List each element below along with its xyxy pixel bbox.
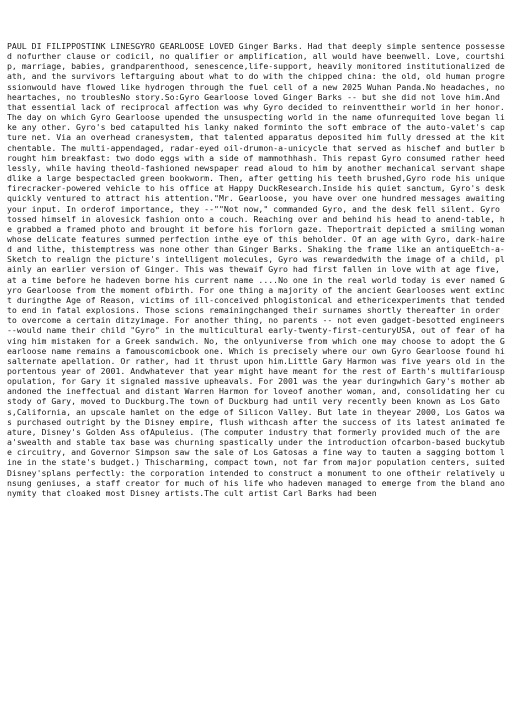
document-page (7, 41, 510, 717)
body-text: PAUL DI FILIPPOSTINK LINESGYRO GEARLOOSE LOVED Ginger Barks. Had that deeply simple sentence possessed nofurther clause or codicil, no qualifier or amplification, all would have beenwell. Love, courtship, marriage, babies, grandparenthood, senescence,life-support, heavily monitored institutionalized death, and the survivors leftarguing about what to do with the chipped china: the old, old human progressionwould have flowed like hydrogen through the fuel cell of a new 2025 Wuhan Panda.No headaches, no heartaches, no troublesNo story.So:Gyro Gearloose loved Ginger Barks -- but she did not love him.And that essential lack of reciprocal affection was why Gyro decided to reinventtheir world in her honor.The day on which Gyro Gearloose upended the unsuspecting world in the name ofunrequited love began like any other. Gyro's bed catapulted his lanky naked forminto the soft embrace of the auto-valet's capture net. Via an overhead cranesystem, that talented apparatus deposited him fully dressed at the kitchentable. The multi-appendaged, radar-eyed oil-drumon-a-unicycle that served as hischef and butler brought him breakfast: two dodo eggs with a side of mammothhash. This repast Gyro consumed rather heedlessly, while having theold-fashioned newspaper read aloud to him by another mechanical servant shapedlike a large bespectacled green bookworm. Then, after getting his teeth brushed,Gyro rode his unique firecracker-powered vehicle to his office at Happy DuckResearch.Inside his quiet sanctum, Gyro's desk quickly ventured to attract his attention."Mr. Gearloose, you have over one hundred messages awaiting your input. In orderof importance, they --""Not now," commanded Gyro, and the desk fell silent. Gyro tossed himself in alovesick fashion onto a couch. Reaching over and behind his head to anend-table, he grabbed a framed photo and brought it before his forlorn gaze. Theportrait depicted a smiling woman whose delicate features summed perfection inthe eye of this beholder. Of an age with Gyro, dark-haired and lithe, thistemptress was none other than Ginger Barks. Shaking the frame like an antiqueEtch-a-Sketch to realign the picture's intelligent molecules, Gyro was rewardedwith the image of a child, plainly an earlier version of Ginger. This was thewaif Gyro had first fallen in love with at age five, at a time before he hadeven borne his current name ....No one in the real world today is ever named Gyro Gearloose from the moment ofbirth. For one thing a majority of the ancient Gearlooses went extinct duringthe Age of Reason, victims of ill-conceived phlogistonical and ethericexperiments that tended to end in fatal explosions. Those scions remainingchanged their surnames shortly thereafter in order to overcome a certain ditzyimage. For another thing, no parents -- not even gadget-besotted engineers --would name their child "Gyro" in the multicultural early-twenty-first-centuryUSA, out of fear of having him mistaken for a Greek sandwich. No, the onlyuniverse from which one may choose to adopt the Gearloose name remains a famouscomicbook one. Which is precisely where our own Gyro Gearloose found hisalternate apellation. Or rather, had it thrust upon him.Little Gary Harmon was five years old in the portentous year of 2001. Andwhatever that year might have meant for the rest of Earth's multifariouspopulation, for Gary it signaled massive upheavals. For 2001 was the year duringwhich Gary's mother abandoned the ineffectual and distant Warren Harmon for loveof another woman, and, consolidating her custody of Gary, moved to Duckburg.The town of Duckburg had until very recently been known as Los Gatos,California, an upscale hamlet on the edge of Silicon Valley. But late in theyear 2000, Los Gatos was purchased outright by the Disney empire, flush withcash after the success of its latest animated feature, Disney's Golden Ass ofApuleius. (The computer industry that formerly provided much of the area'swealth and stable tax base was churning spastically under the introduction ofcarbon-based buckytube circuitry, and Governor Simpson saw the sale of Los Gatosas a fine way to tauten a sagging bottom line in the state's budget.) Thischarming, compact town, not far from major population centers, suited Disney'splans perfectly: the corporation intended to construct a monument to one oftheir relatively unsung geniuses, a staff creator for much of his life who hadeven managed to emerge from the bland anonymity that cloaked most Disney artists.The cult artist Carl Barks had been (7, 41, 510, 498)
